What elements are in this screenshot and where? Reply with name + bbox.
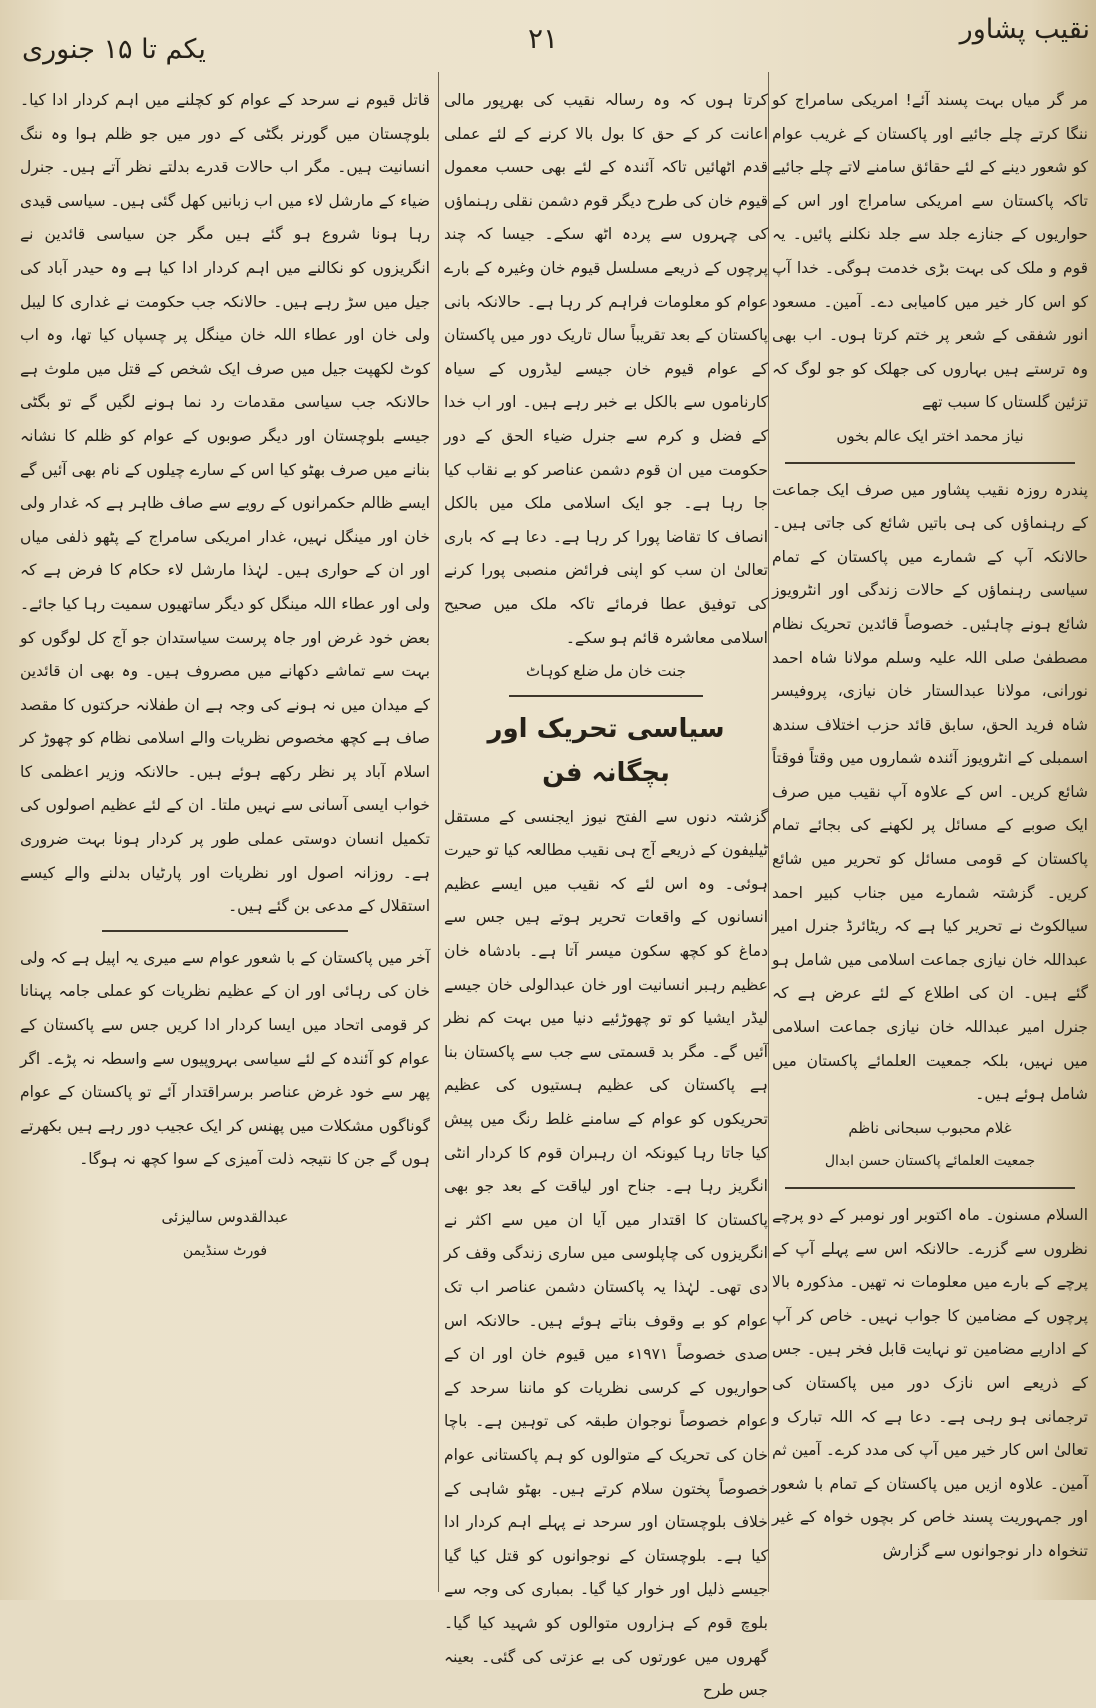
divider	[102, 930, 348, 932]
page-number: ۲۱	[528, 22, 559, 55]
divider	[785, 462, 1076, 464]
letter-text: آخر میں پاکستان کے با شعور عوام سے میری یہ اپیل ہے کہ ولی خان کی رہائی اور ان کے عظیم نظریات کو عملی جامہ پہنانا کر قومی اتحاد میں ایسا کردار ادا کریں جس سے پاکستان کے عوام کو آئندہ کے لئے سیاسی بہروپیوں سے واسطہ نہ پڑے۔ اگر پھر سے خود غرض عناصر برسراقتدار آئے تو پاکستان کے عوام گوناگوں مشکلات میں پھنس کر ایک عجیب دور رہے ہیں بکھرتے ہوں گے جن کا نتیجہ ذلت آمیزی کے سوا کچھ نہ ہوگا۔	[20, 948, 430, 1169]
left-column	[20, 84, 430, 1590]
letter-signature: عبدالقدوس سالیزئی	[161, 1208, 289, 1226]
letter-text: مر گر میاں بہت پسند آئے! امریکی سامراج کو ننگا کرتے چلے جائیے اور پاکستان کے غریب عوام کو شعور دینے کے لئے حقائق سامنے لاتے چلے جائیے تاکہ پاکستان سے امریکی سامراج اور اس کے حواریوں کے جنازے جلد سے جلد نکلنے پائیں۔ یہ قوم و ملک کی بہت بڑی خدمت ہوگی۔ خدا آپ کو اس کار خیر میں کامیابی دے۔ آمین۔ مسعود انور شفقی کے شعر پر ختم کرتا ہوں۔ اب بھی وہ ترستے ہیں بہاروں کی جھلک کو جو لوگ کہ تزئین گلستاں کا سبب تھے	[772, 91, 1088, 412]
letter-text: السلام مسنون۔ ماہ اکتوبر اور نومبر کے دو پرچے نظروں سے گزرے۔ حالانکہ اس سے پہلے آپ کے پرچے کے بارے میں معلومات نہ تھیں۔ مذکورہ بالا پرچوں کے مضامین کا جواب نہیں۔ خاص کر آپ کے اداریے مضامین تو نہایت قابل فخر ہیں۔ جس کے ذریعے اس نازک دور میں پاکستان کی ترجمانی ہو رہی ہے۔ دعا ہے کہ اللہ تبارک و تعالیٰ اس کار خیر میں آپ کی مدد کرے۔ آمین ثم آمین۔ علاوہ ازیں میں پاکستان کے تمام با شعور اور جمہوریت پسند خاص کر بچوں خواہ کے غیر تنخواہ دار نوجوانوں سے گزارش	[772, 1206, 1088, 1560]
letter-organization: جمعیت العلمائے پاکستان حسن ابدال	[824, 1153, 1036, 1170]
article-heading: سیاسی تحریک اور بچگانہ فن	[487, 713, 725, 788]
column-divider	[438, 72, 439, 1592]
divider	[509, 695, 703, 697]
letter-place: فورٹ سنڈیمن	[182, 1242, 268, 1259]
middle-column	[444, 84, 769, 1700]
letter-text: کرتا ہوں کہ وہ رسالہ نقیب کی بھرپور مالی اعانت کر کے حق کا بول بالا کرنے کے لئے عملی قدم اٹھائیں تاکہ آئندہ کے لئے بھی حسب معمول قیوم خان کی طرح دیگر قوم دشمن نقلی رہنماؤں کی چہروں سے پردہ اٹھ سکے۔ جیسا کہ چند پرچوں کے ذریعے مسلسل قیوم خان وغیرہ کے بارے عوام کو معلومات فراہم کر رہا ہے۔ حالانکہ بانی پاکستان کے بعد تقریباً سال تاریک دور میں پاکستان کے عوام قیوم خان جیسے لیڈروں کے سیاہ کارناموں سے بالکل بے خبر رہے ہیں۔ اور اب خدا کے فضل و کرم سے جنرل ضیاء الحق کے دور حکومت میں ان قوم دشمن عناصر کو بے نقاب کیا جا رہا ہے۔ جو ایک اسلامی ملک میں بالکل انصاف کا تقاضا پورا کر رہا ہے۔ دعا ہے کہ باری تعالیٰ ان سب کو اپنی فرائض منصبی پورا کرنے کی توفیق عطا فرمائے تاکہ ملک میں صحیح اسلامی معاشرہ قائم ہو سکے۔	[444, 91, 768, 647]
letter-text: گزشتہ دنوں سے الفتح نیوز ایجنسی کے مستقل ٹیلیفون کے ذریعے آج ہی نقیب مطالعہ کیا تو حیرت ہوئی۔ وہ اس لئے کہ نقیب میں ایسے عظیم انسانوں کے واقعات تحریر ہوتے ہیں جس سے دماغ کو کچھ سکون میسر آتا ہے۔ بادشاہ خان عظیم رہبر انسانیت اور خان عبدالولی خان جیسے لیڈر ایشیا کو تو چھوڑئیے دنیا میں بہت کم نظر آئیں گے۔ مگر بد قسمتی سے جب سے پاکستان بنا ہے پاکستان کی عظیم ہستیوں کی عظیم تحریکوں کو عوام کے سامنے غلط رنگ میں پیش کیا جاتا رہا کیونکہ ان رہبران قوم کا کردار انٹی انگریز رہا ہے۔ جناح اور لیاقت کے بعد جو بھی پاکستان کا اقتدار میں آیا ان میں سے اکثر نے انگریزوں کی چاپلوسی میں ساری زندگی وقف کر دی تھی۔ لہٰذا یہ پاکستان دشمن عناصر اب تک عوام کو بے وقوف بناتے ہوئے ہیں۔ حالانکہ اس صدی خصوصاً ۱۹۷۱ء میں قیوم خان اور ان کے حواریوں کے کرسی نظریات کو ماننا سرحد کے عوام خصوصاً نوجوان طبقہ کی توہین ہے۔ باچا خان کی تحریک کے متوالوں کو ہم پاکستانی عوام خصوصاً پختون سلام کرتے ہیں۔ بھٹو شاہی کے خلاف بلوچستان اور سرحد نے پہلے اہم کردار ادا کیا ہے۔ بلوچستان کے نوجوانوں کو قتل کیا گیا جیسے ذلیل اور خوار کیا گیا۔ بمباری کی وجہ سے بلوچ قوم کے ہزاروں متوالوں کو شہید کیا گیا۔ گھروں میں عورتوں کی بے عزتی کی گئی۔ بعینہ جس طرح	[444, 807, 769, 1700]
right-column	[772, 84, 1088, 1590]
letter-text: قاتل قیوم نے سرحد کے عوام کو کچلنے میں اہم کردار ادا کیا۔ بلوچستان میں گورنر بگٹی کے دور میں جو ظلم ہوا وہ ننگ انسانیت ہیں۔ مگر اب حالات قدرے بدلتے نظر آتے ہیں۔ جنرل ضیاء کے مارشل لاء میں اب زبانیں کھل گئی ہیں۔ سیاسی قیدی رہا ہونا شروع ہو گئے ہیں مگر جن سیاسی قائدین نے انگریزوں کو نکالنے میں اہم کردار ادا کیا ہے وہ حیدر آباد کی جیل میں سڑ رہے ہیں۔ حالانکہ جب حکومت نے غداری کا لیبل ولی خان اور عطاء اللہ خان مینگل پر چسپاں کیا تھا، وہ اب کوٹ لکھپت جیل میں صرف ایک شخص کے قتل میں ملوث ہے حالانکہ جب سیاسی مقدمات رد نما ہونے لگیں گے تو بگٹی جیسے بلوچستان اور دیگر صوبوں کے عوام کو ظلم کا نشانہ بنانے میں صرف بھٹو کیا اس کے سارے چیلوں کے نام بھی آئیں گے ایسے ظالم حکمرانوں کے رویے سے صاف ظاہر ہے کہ غدار ولی خان اور مینگل نہیں، غدار امریکی سامراج کے پٹھو ذلفی میاں اور ان کے حواری ہیں۔ لہٰذا مارشل لاء حکام کا فرض ہے کہ ولی اور عطاء اللہ مینگل کو دیگر ساتھیوں سمیت رہا کیا جائے۔ بعض خود غرض اور جاہ پرست سیاستدان جو آج کل لوگوں کو بہت سے تماشے دکھانے میں مصروف ہیں۔ وہ بھی ان قائدین کے میدان میں نہ ہونے کی وجہ ہے ان طفلانہ حرکتوں کا مقصد صاف ہے کچھ مخصوص نظریات والے اسلامی نظام کو چھوڑ کر اسلام آباد پر نظر رکھے ہوئے ہیں۔ حالانکہ وزیر اعظمی کا خواب ایسی آسانی سے نہیں ملتا۔ ان کے لئے عظیم اصولوں کی تکمیل انسان دوستی عملی طور پر کردار ہونا بہت ضروری ہے۔ روزانہ اصول اور نظریات اور پارٹیاں بدلنے والے کیسے استقلال کے مدعی بن گئے ہیں۔	[20, 91, 430, 916]
letter-signature: غلام محبوب سبحانی ناظم	[848, 1118, 1012, 1137]
letter-text: پندرہ روزہ نقیب پشاور میں صرف ایک جماعت کے رہنماؤں کی ہی باتیں شائع کی جاتی ہیں۔ حالانکہ آپ کے شمارے میں پاکستان کے تمام سیاسی رہنماؤں کے حالات زندگی اور انٹرویوز شائع ہونے چاہئیں۔ خصوصاً قائدین تحریک نظام مصطفیٰ صلی اللہ علیہ وسلم مولانا شاہ احمد نورانی، مولانا عبدالستار خان نیازی، پروفیسر شاہ فرید الحق، سابق قائد حزب اختلاف سندھ اسمبلی کے انٹرویوز آئندہ شماروں میں وقتاً فوقتاً شائع کریں۔ اس کے علاوہ آپ نقیب میں صرف ایک صوبے کے مسائل پر لکھنے کی بجائے تمام پاکستان کے قومی مسائل کو تحریر میں شائع کریں۔ گزشتہ شمارے میں جناب کبیر احمد سیالکوٹ نے تحریر کیا ہے کہ ریٹائرڈ جنرل امیر عبداللہ خان نیازی جماعت اسلامی میں شامل ہو گئے ہیں۔ ان کی اطلاع کے لئے عرض ہے کہ جنرل امیر عبداللہ خان نیازی جماعت اسلامی میں نہیں، بلکہ جمعیت العلمائے پاکستان میں شامل ہوئے ہیں۔	[772, 480, 1088, 1104]
letter-signature: جنت خان مل ضلع کوہاٹ	[526, 662, 686, 681]
letter-signature: نیاز محمد اختر ایک عالم بخوں	[836, 426, 1024, 445]
column-divider	[768, 72, 769, 1592]
date-range: یکم تا ۱۵ جنوری	[22, 34, 206, 65]
divider	[785, 1187, 1076, 1189]
publication-name: نقیب پشاور	[959, 14, 1090, 45]
